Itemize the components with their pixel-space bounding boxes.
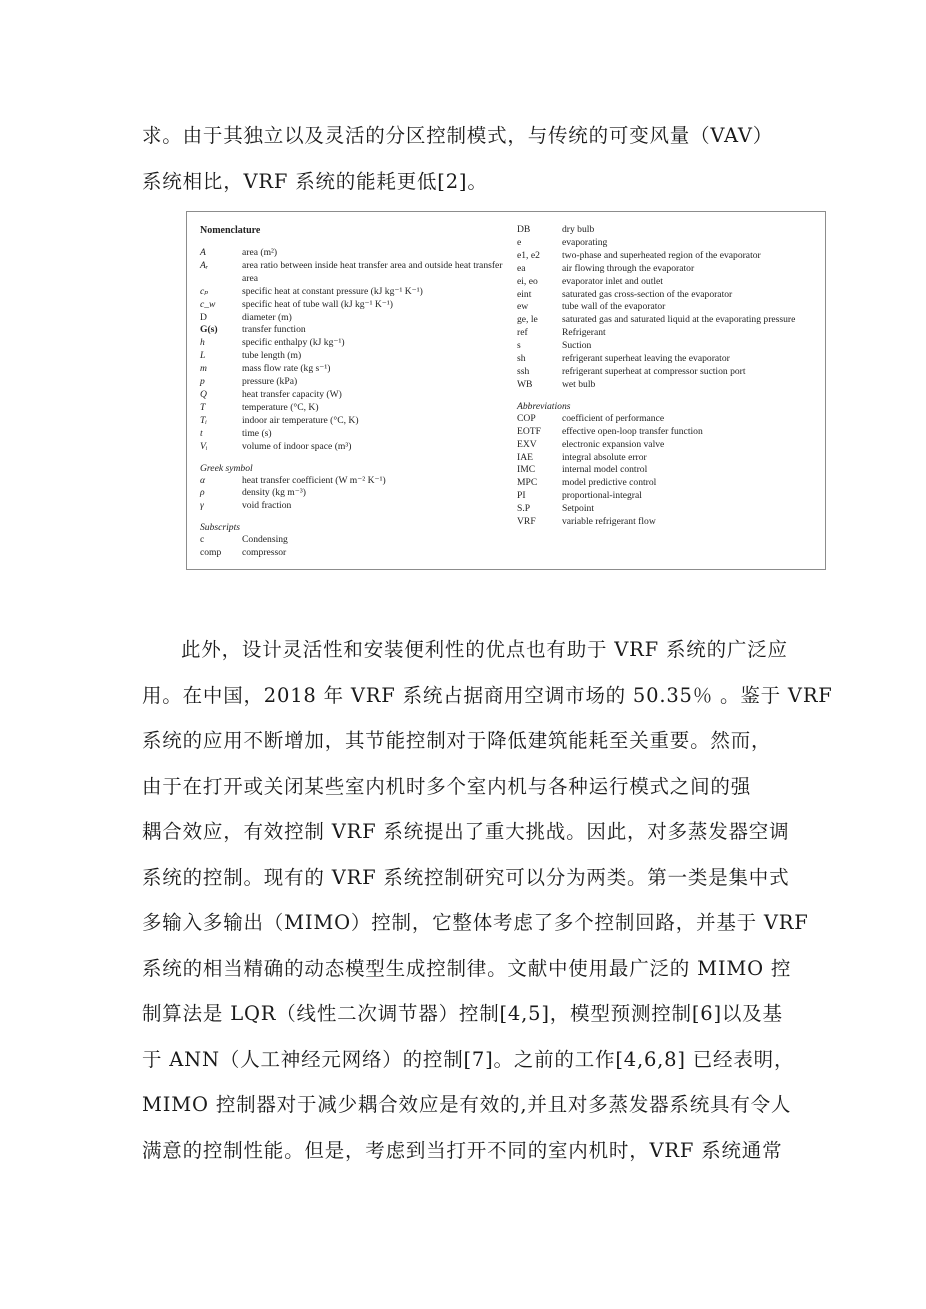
abbreviation-row — [517, 516, 817, 529]
subscript-row — [517, 224, 817, 237]
definition: wet bulb — [562, 378, 596, 390]
symbol: ew — [517, 301, 529, 313]
symbol: ρ — [200, 487, 205, 499]
definition: specific heat at constant pressure (kJ kg⁻¹ K⁻¹) — [242, 285, 423, 297]
subscript-row — [517, 366, 817, 379]
definition: indoor air temperature (°C, K) — [242, 414, 359, 426]
abbreviation-row — [517, 413, 817, 426]
definition: compressor — [242, 547, 287, 559]
abbreviation-row — [517, 490, 817, 503]
symbol: Tᵢ — [200, 414, 207, 426]
definition: heat transfer coefficient (W m⁻² K⁻¹) — [242, 474, 386, 486]
symbol: ge, le — [517, 314, 538, 326]
definition: Setpoint — [562, 503, 594, 515]
abbreviation-row — [517, 426, 817, 439]
subscript-list-left — [200, 534, 505, 560]
symbol: EXV — [517, 438, 537, 450]
symbol: γ — [200, 500, 204, 512]
symbol: T — [200, 401, 206, 413]
definition: void fraction — [242, 500, 292, 512]
subscript-row — [517, 340, 817, 353]
abbreviations-title: Abbreviations — [517, 400, 571, 412]
greek-symbol-title: Greek symbol — [200, 462, 253, 474]
symbol: cₚ — [200, 285, 209, 297]
subscript-row — [200, 547, 505, 560]
definition: internal model control — [562, 464, 648, 476]
subscript-row — [517, 327, 817, 340]
definition: temperature (°C, K) — [242, 401, 319, 413]
symbol-row — [200, 441, 505, 454]
intro-paragraph — [142, 113, 792, 204]
symbol: ei, eo — [517, 275, 538, 287]
symbol: m — [200, 363, 207, 375]
definition: specific enthalpy (kJ kg⁻¹) — [242, 337, 345, 349]
text-line: 系统的控制。现有的 VRF 系统控制研究可以分为两类。第一类是集中式 — [142, 865, 790, 889]
symbol: t — [200, 427, 203, 439]
symbol: c_w — [200, 298, 216, 310]
symbol: ea — [517, 262, 526, 274]
symbol: IMC — [517, 464, 536, 476]
text-line: 用。在中国，2018 年 VRF 系统占据商用空调市场的 50.35％ 。鉴于 VRF — [142, 683, 833, 707]
symbol: sh — [517, 353, 526, 365]
abbreviation-row — [517, 464, 817, 477]
definition: Condensing — [242, 534, 288, 546]
subscript-row — [517, 314, 817, 327]
symbol: G(s) — [200, 324, 218, 336]
symbol: e1, e2 — [517, 249, 540, 261]
symbol-list — [200, 247, 505, 454]
greek-list — [200, 475, 505, 514]
definition: heat transfer capacity (W) — [242, 388, 342, 400]
definition: air flowing through the evaporator — [562, 262, 695, 274]
definition: area (m²) — [242, 247, 278, 258]
symbol: VRF — [517, 516, 536, 528]
definition: refrigerant superheat leaving the evaporator — [562, 353, 730, 365]
symbol: MPC — [517, 477, 538, 489]
nomenclature-left-column — [200, 224, 505, 560]
definition: Suction — [562, 340, 592, 352]
symbol-row — [200, 363, 505, 376]
abbreviation-row — [517, 452, 817, 465]
subscript-row — [517, 250, 817, 263]
symbol: s — [517, 340, 521, 352]
subscript-row — [517, 301, 817, 314]
symbol: ssh — [517, 365, 530, 377]
definition: two-phase and superheated region of the evaporator — [562, 249, 761, 261]
symbol-row — [200, 389, 505, 402]
symbol: WB — [517, 378, 533, 390]
symbol-row — [200, 350, 505, 363]
symbol: comp — [200, 547, 222, 559]
subscript-row — [517, 379, 817, 392]
subscript-row — [517, 276, 817, 289]
subscript-row — [517, 263, 817, 276]
definition: electronic expansion valve — [562, 438, 665, 450]
symbol: p — [200, 376, 205, 388]
subscript-list-right — [517, 224, 817, 392]
symbol: α — [200, 474, 206, 486]
symbol: A — [200, 247, 206, 258]
symbol: PI — [517, 490, 526, 502]
symbol: IAE — [517, 451, 533, 463]
definition: proportional-integral — [562, 490, 642, 502]
definition: model predictive control — [562, 477, 657, 489]
definition: tube length (m) — [242, 350, 302, 362]
abbreviation-list — [517, 413, 817, 529]
symbol-row — [200, 415, 505, 428]
text-line: 求。由于其独立以及灵活的分区控制模式，与传统的可变风量（VAV） — [142, 124, 774, 147]
symbol-row — [200, 260, 505, 286]
subscript-row — [517, 289, 817, 302]
definition: effective open-loop transfer function — [562, 425, 703, 437]
definition: volume of indoor space (m³) — [242, 440, 352, 452]
definition: dry bulb — [562, 224, 595, 235]
symbol-row — [200, 299, 505, 312]
definition: variable refrigerant flow — [562, 516, 656, 528]
definition: tube wall of the evaporator — [562, 301, 666, 313]
definition: time (s) — [242, 427, 272, 439]
symbol: EOTF — [517, 425, 541, 437]
greek-row — [200, 487, 505, 500]
subscript-row — [517, 237, 817, 250]
text-line: 由于在打开或关闭某些室内机时多个室内机与各种运行模式之间的强 — [142, 774, 752, 798]
definition: pressure (kPa) — [242, 376, 298, 388]
greek-row — [200, 500, 505, 513]
definition: mass flow rate (kg s⁻¹) — [242, 363, 331, 375]
abbreviation-row — [517, 439, 817, 452]
symbol-row — [200, 247, 505, 260]
definition: coefficient of performance — [562, 412, 665, 424]
symbol-row — [200, 428, 505, 441]
text-line: 满意的控制性能。但是，考虑到当打开不同的室内机时，VRF 系统通常 — [142, 1138, 783, 1162]
nomenclature-title: Nomenclature — [200, 225, 261, 236]
symbol: h — [200, 337, 205, 349]
symbol-row — [200, 402, 505, 415]
text-line: 系统相比，VRF 系统的能耗更低[2]。 — [142, 169, 488, 193]
symbol: DB — [517, 224, 531, 235]
greek-row — [200, 475, 505, 488]
symbol-row — [200, 376, 505, 389]
symbol: ref — [517, 327, 528, 339]
text-line: 制算法是 LQR（线性二次调节器）控制[4,5]，模型预测控制[6]以及基 — [142, 1002, 783, 1025]
body-paragraph — [142, 627, 833, 1173]
symbol: D — [200, 311, 207, 323]
definition: Refrigerant — [562, 327, 606, 339]
text-line: 系统的应用不断增加，其节能控制对于降低建筑能耗至关重要。然而， — [142, 729, 772, 752]
definition: integral absolute error — [562, 451, 647, 463]
symbol-row — [200, 324, 505, 337]
text-line: MIMO 控制器对于减少耦合效应是有效的,并且对多蒸发器系统具有令人 — [142, 1093, 792, 1116]
definition: diameter (m) — [242, 311, 292, 323]
symbol: COP — [517, 412, 536, 424]
symbol: Vᵢ — [200, 440, 208, 452]
symbol: eint — [517, 288, 532, 300]
symbol-row — [200, 312, 505, 325]
text-line: 耦合效应，有效控制 VRF 系统提出了重大挑战。因此，对多蒸发器空调 — [142, 820, 790, 843]
symbol-row — [200, 286, 505, 299]
text-line: 多输入多输出（MIMO）控制，它整体考虑了多个控制回路，并基于 VRF — [142, 911, 809, 934]
nomenclature-box — [186, 211, 826, 570]
subscript-row — [517, 353, 817, 366]
definition: saturated gas and saturated liquid at the evaporating pressure — [562, 314, 796, 326]
definition: transfer function — [242, 324, 306, 336]
symbol: e — [517, 236, 522, 248]
abbreviation-row — [517, 503, 817, 516]
definition: evaporator inlet and outlet — [562, 275, 663, 287]
definition: area ratio between inside heat transfer area and outside heat transfer area — [242, 259, 503, 284]
text-line: 于 ANN（人工神经元网络）的控制[7]。之前的工作[4,6,8] 已经表明， — [142, 1047, 795, 1071]
symbol: S.P — [517, 503, 531, 515]
definition: refrigerant superheat at compressor suction port — [562, 365, 746, 377]
symbol: Aᵣ — [200, 259, 209, 271]
text-line: 此外，设计灵活性和安装便利性的优点也有助于 VRF 系统的广泛应 — [181, 638, 788, 661]
definition: evaporating — [562, 236, 608, 248]
definition: saturated gas cross-section of the evaporator — [562, 288, 733, 300]
symbol: Q — [200, 388, 207, 400]
abbreviation-row — [517, 477, 817, 490]
symbol-row — [200, 337, 505, 350]
symbol: c — [200, 534, 205, 546]
symbol: L — [200, 350, 206, 362]
text-line: 系统的相当精确的动态模型生成控制律。文献中使用最广泛的 MIMO 控 — [142, 956, 792, 980]
subscripts-title: Subscripts — [200, 522, 240, 534]
definition: specific heat of tube wall (kJ kg⁻¹ K⁻¹) — [242, 298, 393, 310]
definition: density (kg m⁻³) — [242, 487, 306, 499]
subscript-row — [200, 534, 505, 547]
nomenclature-right-column — [517, 224, 817, 529]
